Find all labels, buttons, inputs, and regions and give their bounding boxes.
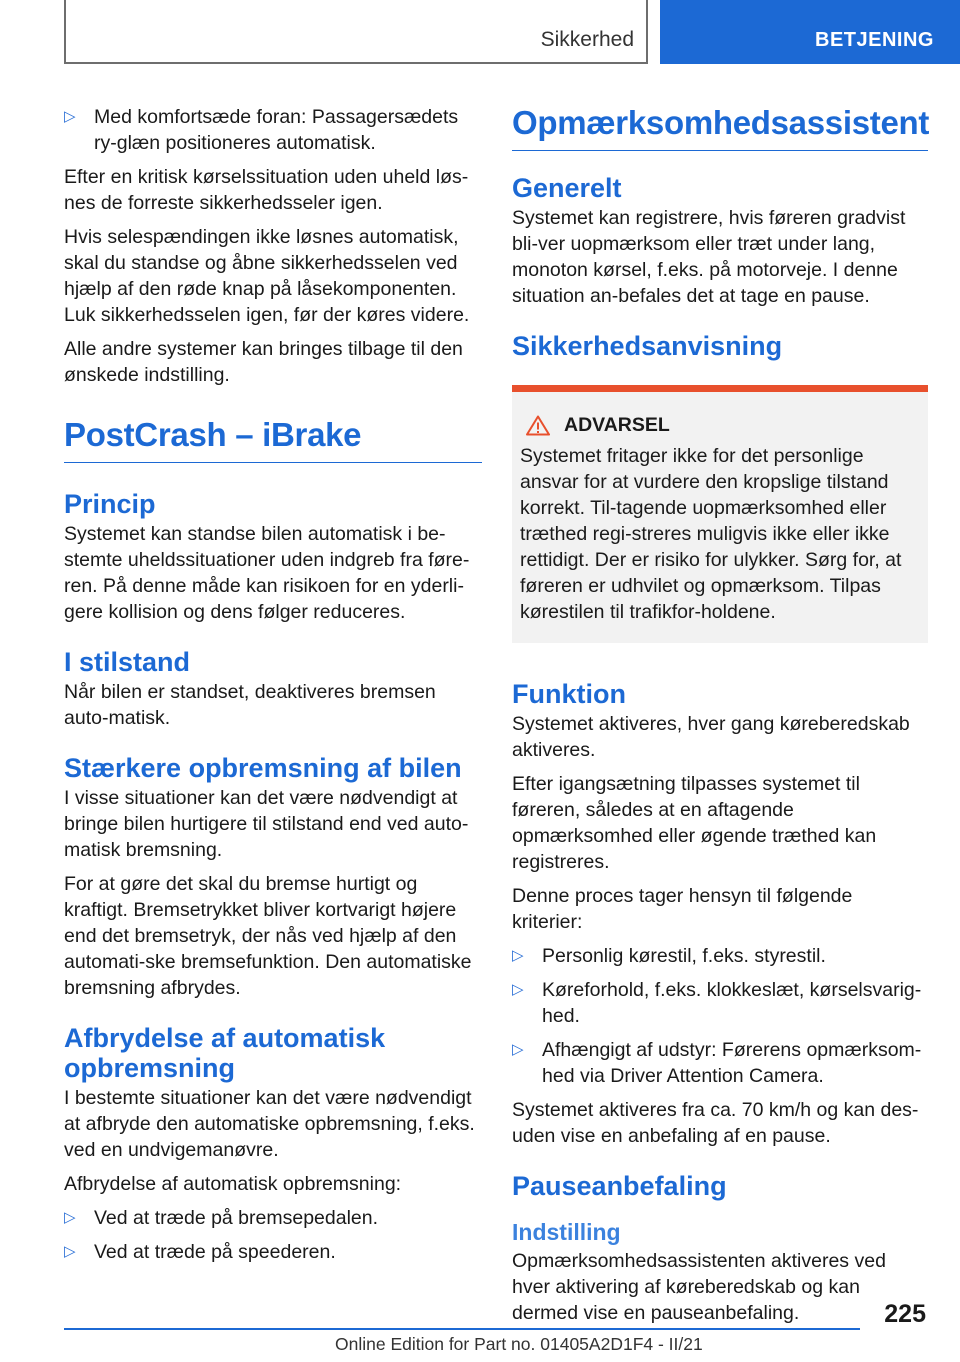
heading-afbrydelse: Afbrydelse af automatisk opbremsning — [64, 1023, 386, 1083]
paragraph: Efter igangsætning tilpasses systemet til føreren, således at en aftagende opmærksomhed eller øgende træthed kan registreres. — [512, 773, 877, 873]
paragraph: Systemet aktiveres fra ca. 70 km/h og kan des-uden vise en anbefaling af en pause. — [512, 1099, 919, 1147]
bullet-triangle-icon: ▷ — [64, 1209, 76, 1226]
paragraph: Systemet kan registrere, hvis føreren gradvist bli-ver uopmærksom eller træt under lang, monoton kørsel, f.eks. på motorveje. I denne situation an-befales det at tage en pause. — [512, 207, 906, 307]
heading-generelt: Generelt — [512, 173, 622, 203]
heading-indstilling: Indstilling — [512, 1219, 621, 1245]
list-item: ▷ Ved at træde på speederen. — [64, 1241, 336, 1263]
paragraph: Når bilen er standset, deaktiveres bremsen auto-matisk. — [64, 681, 436, 729]
list-item: ▷ Afhængigt af udstyr: Førerens opmærksom-hed via Driver Attention Camera. — [512, 1039, 922, 1087]
list-item: ▷ Køreforhold, f.eks. klokkeslæt, kørselsvarig-hed. — [512, 979, 922, 1027]
paragraph: I bestemte situationer kan det være nødvendigt at afbryde den automatiske opbremsning, f.eks. ved en undvigemanøvre. — [64, 1087, 475, 1161]
section-title-postcrash: PostCrash – iBrake — [64, 416, 482, 463]
header-chapter-tab: BETJENING — [660, 0, 960, 64]
paragraph: Opmærksomhedsassistenten aktiveres ved hver aktivering af køreberedskab og kan dermed vise en pauseanbefaling. — [512, 1250, 886, 1324]
paragraph: I visse situationer kan det være nødvendigt at bringe bilen hurtigere til stilstand end ved auto-matisk bremsning. — [64, 787, 469, 861]
bullet-triangle-icon: ▷ — [512, 981, 524, 998]
list-item: ▷ Ved at træde på bremsepedalen. — [64, 1207, 379, 1229]
paragraph: Systemet kan standse bilen automatisk i be-stemte uheldssituationer uden indgreb fra føre-ren. På denne måde kan risikoen for en yderli-gere kollision og dens følger reduceres. — [64, 523, 470, 623]
footer-divider — [64, 1328, 860, 1330]
paragraph: Hvis selespændingen ikke løsnes automatisk, skal du standse og åbne sikkerhedsselen ved hjælp af den røde knap på låsekomponenten. Luk sikkerhedsselen igen, før der køres videre. — [64, 226, 470, 326]
warning-text: Systemet fritager ikke for det personlige ansvar for at vurdere den kropslige tilstand korrekt. Til-tagende uopmærksomhed eller træthed regi-streres muligvis ikke eller ikke rettidigt. Der er risiko for ulykker. Sørg for, at føreren er udhvilet og opmærksom. Tilpas kørestilen til trafikfor-holdene. — [520, 445, 902, 623]
heading-staerkere: Stærkere opbremsning af bilen — [64, 753, 462, 783]
list-item: ▷ Med komfortsæde foran: Passagersædets ry-glæn positioneres automatisk. — [64, 106, 459, 154]
warning-triangle-icon — [526, 415, 550, 436]
right-column — [512, 104, 928, 1334]
heading-pauseanbefaling: Pauseanbefaling — [512, 1171, 727, 1201]
paragraph: Systemet aktiveres, hver gang køreberedskab aktiveres. — [512, 713, 910, 761]
heading-funktion: Funktion — [512, 679, 626, 709]
paragraph: Denne proces tager hensyn til følgende kriterier: — [512, 885, 853, 933]
section-title-opmaerksomhed: Opmærksomhedsassistent — [512, 104, 928, 151]
bullet-triangle-icon: ▷ — [512, 1041, 524, 1058]
paragraph: Efter en kritisk kørselssituation uden uheld løs-nes de forreste sikkerhedsseler igen. — [64, 166, 469, 214]
page-number: 225 — [884, 1300, 926, 1328]
heading-princip: Princip — [64, 489, 156, 519]
paragraph: Afbrydelse af automatisk opbremsning: — [64, 1173, 402, 1195]
footer-text: Online Edition for Part no. 01405A2D1F4 - II/21 — [335, 1334, 703, 1354]
bullet-triangle-icon: ▷ — [64, 108, 76, 125]
paragraph: Alle andre systemer kan bringes tilbage til den ønskede indstilling. — [64, 338, 463, 386]
heading-stilstand: I stilstand — [64, 647, 191, 677]
warning-title: ADVARSEL — [520, 414, 920, 437]
bullet-triangle-icon: ▷ — [64, 1243, 76, 1260]
warning-box — [512, 385, 928, 643]
heading-sikkerhedsanvisning: Sikkerhedsanvisning — [512, 331, 783, 361]
list-item: ▷ Personlig kørestil, f.eks. styrestil. — [512, 945, 826, 967]
header-section-title: Sikkerhed — [540, 28, 634, 51]
left-column — [64, 104, 482, 1273]
paragraph: For at gøre det skal du bremse hurtigt og kraftigt. Bremsetrykket bliver kortvarigt højere end det bremsetryk, der nås ved hjælp af den automati-ske bremsefunktion. Den automatiske bremsning afbrydes. — [64, 873, 472, 999]
bullet-triangle-icon: ▷ — [512, 947, 524, 964]
